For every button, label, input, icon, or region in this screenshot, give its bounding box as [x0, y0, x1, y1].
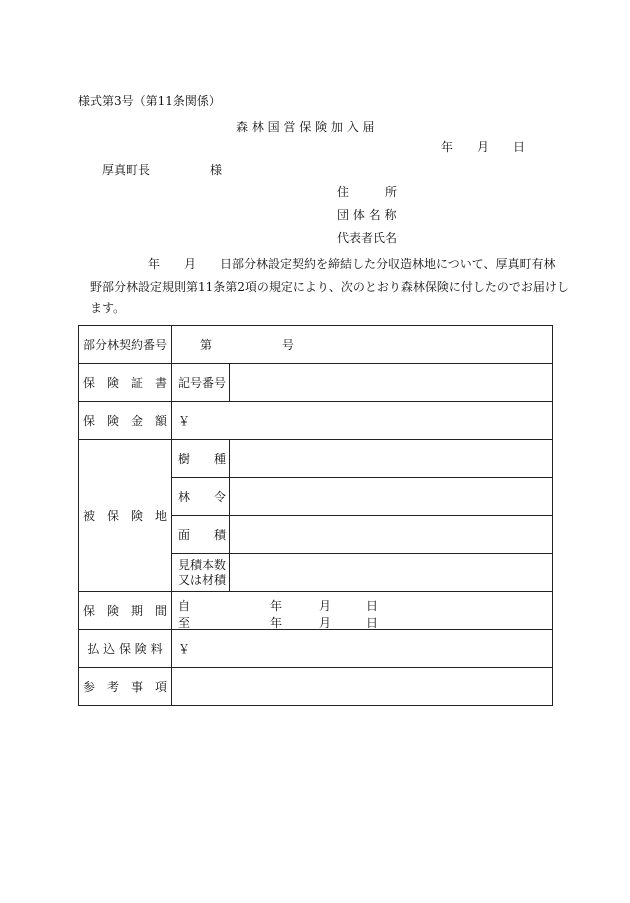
form-number: 様式第3号（第11条関係） [78, 94, 221, 108]
volume-label-line-1: 見積本数 [178, 557, 227, 572]
volume-label [172, 554, 230, 592]
body-text-line-3: ます。 [90, 301, 126, 315]
insured-land-row-species [79, 440, 553, 478]
area-field[interactable] [230, 516, 553, 554]
contract-number-label: 部分林契約番号 [79, 326, 172, 364]
address-label: 住 所 [337, 185, 398, 199]
volume-label-line-2: 又は材積 [178, 572, 227, 587]
certificate-row [79, 364, 553, 402]
contract-number-field[interactable] [172, 326, 553, 364]
period-from-label: 自 [178, 599, 191, 613]
period-from-year: 年 [270, 599, 283, 613]
contract-number-suffix: 号 [282, 338, 295, 352]
amount-field[interactable] [172, 402, 553, 440]
forest-age-field[interactable] [230, 478, 553, 516]
area-label: 面 積 [172, 516, 230, 554]
premium-row [79, 630, 553, 668]
period-label: 保 険 期 間 [79, 592, 172, 630]
insurance-form-table [78, 325, 553, 706]
period-from-day: 日 [366, 599, 379, 613]
addressee: 厚真町長 様 [102, 163, 223, 177]
premium-field[interactable] [172, 630, 553, 668]
premium-label: 払 込 保 険 料 [79, 630, 172, 668]
amount-currency: ￥ [178, 414, 191, 428]
species-label: 樹 種 [172, 440, 230, 478]
forest-age-label: 林 令 [172, 478, 230, 516]
volume-field[interactable] [230, 554, 553, 592]
period-row [79, 592, 553, 630]
body-text-line-1: 年 月 日部分林設定契約を締結した分収造林地について、厚真町有林 [148, 257, 556, 271]
certificate-sub-label: 記号番号 [172, 364, 230, 402]
contract-number-row [79, 326, 553, 364]
premium-currency: ￥ [178, 642, 191, 656]
body-text-line-2: 野部分林設定規則第11条第2項の規定により、次のとおり森林保険に付したのでお届けし [90, 280, 569, 294]
form-title: 森 林 国 営 保 険 加 入 届 [236, 120, 375, 134]
amount-row [79, 402, 553, 440]
representative-label: 代表者氏名 [337, 231, 398, 245]
insured-land-label: 被 保 険 地 [79, 440, 172, 592]
period-from-month: 月 [319, 599, 332, 613]
period-to-year: 年 [270, 616, 283, 630]
contract-number-prefix: 第 [200, 338, 213, 352]
notes-label: 参 考 事 項 [79, 668, 172, 706]
certificate-label: 保 険 証 書 [79, 364, 172, 402]
period-field[interactable] [172, 592, 553, 630]
org-name-label: 団 体 名 称 [337, 208, 397, 222]
species-field[interactable] [230, 440, 553, 478]
period-to-label: 至 [178, 616, 191, 630]
period-to-day: 日 [366, 616, 379, 630]
notes-row [79, 668, 553, 706]
certificate-number-field[interactable] [230, 364, 553, 402]
amount-label: 保 険 金 額 [79, 402, 172, 440]
submission-date: 年 月 日 [441, 140, 526, 154]
notes-field[interactable] [172, 668, 553, 706]
period-to-month: 月 [319, 616, 332, 630]
